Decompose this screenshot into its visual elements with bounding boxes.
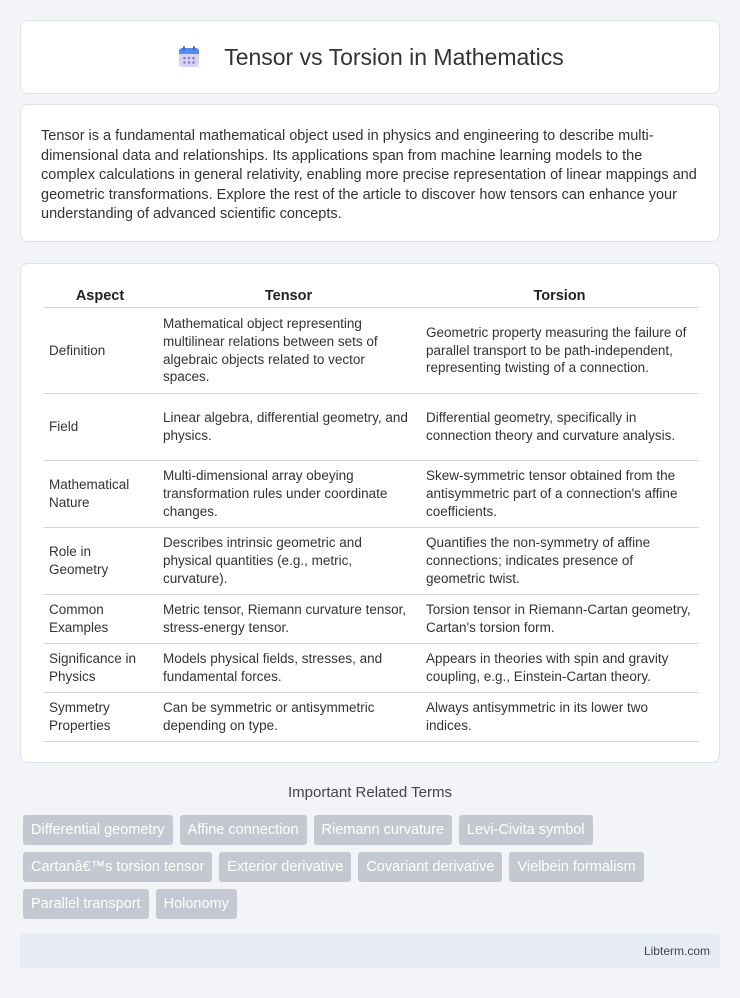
table-row bbox=[43, 394, 699, 461]
table-cell-tensor: Metric tensor, Riemann curvature tensor, stress-energy tensor. bbox=[157, 595, 420, 644]
table-cell-torsion: Always antisymmetric in its lower two indices. bbox=[420, 693, 699, 742]
table-cell-aspect: Significance in Physics bbox=[43, 644, 157, 693]
table-row bbox=[43, 308, 699, 394]
footer bbox=[20, 934, 720, 968]
table-cell-torsion: Torsion tensor in Riemann-Cartan geometry, Cartan's torsion form. bbox=[420, 595, 699, 644]
table-cell-tensor: Describes intrinsic geometric and physical quantities (e.g., metric, curvature). bbox=[157, 528, 420, 595]
tag-riemann-curvature[interactable]: Riemann curvature bbox=[314, 815, 453, 845]
footer-site-link[interactable]: Libterm.com bbox=[643, 944, 710, 958]
tag-exterior-derivative[interactable]: Exterior derivative bbox=[219, 852, 351, 882]
table-cell-tensor: Models physical fields, stresses, and fundamental forces. bbox=[157, 644, 420, 693]
table-cell-torsion: Skew-symmetric tensor obtained from the antisymmetric part of a connection's affine coefficients. bbox=[420, 461, 699, 528]
intro-text: Tensor is a fundamental mathematical object used in physics and engineering to describe multi-dimensional data and relationships. Its applications span from machine learning models to the complex calculations in general relativity, enabling more precise representation of linear mappings and geometric transformations. Explore the rest of the article to discover how tensors can enhance your understanding of advanced scientific concepts. bbox=[41, 128, 697, 222]
table-cell-aspect: Role in Geometry bbox=[43, 528, 157, 595]
table-cell-tensor: Mathematical object representing multilinear relations between sets of algebraic objects related to vector spaces. bbox=[157, 308, 420, 394]
table-cell-torsion: Appears in theories with spin and gravity coupling, e.g., Einstein-Cartan theory. bbox=[420, 644, 699, 693]
column-header-tensor: Tensor bbox=[157, 286, 420, 308]
table-row bbox=[43, 461, 699, 528]
tag-affine-connection[interactable]: Affine connection bbox=[180, 815, 307, 845]
tag-cartans-torsion-tensor[interactable]: Cartanâ€™s torsion tensor bbox=[23, 852, 212, 882]
comparison-table bbox=[43, 286, 699, 742]
table-row bbox=[43, 595, 699, 644]
table-cell-aspect: Definition bbox=[43, 308, 157, 394]
tag-covariant-derivative[interactable]: Covariant derivative bbox=[358, 852, 502, 882]
table-cell-aspect: Mathematical Nature bbox=[43, 461, 157, 528]
tag-differential-geometry[interactable]: Differential geometry bbox=[23, 815, 173, 845]
tag-vielbein-formalism[interactable]: Vielbein formalism bbox=[509, 852, 643, 882]
table-cell-tensor: Linear algebra, differential geometry, and physics. bbox=[157, 394, 420, 461]
tag-levi-civita-symbol[interactable]: Levi-Civita symbol bbox=[459, 815, 593, 845]
table-cell-torsion: Differential geometry, specifically in connection theory and curvature analysis. bbox=[420, 394, 699, 461]
calendar-icon bbox=[176, 44, 202, 70]
table-cell-aspect: Symmetry Properties bbox=[43, 693, 157, 742]
intro-card bbox=[20, 104, 720, 242]
tag-parallel-transport[interactable]: Parallel transport bbox=[23, 889, 149, 919]
table-row bbox=[43, 528, 699, 595]
table-cell-aspect: Common Examples bbox=[43, 595, 157, 644]
table-cell-torsion: Quantifies the non-symmetry of affine connections; indicates presence of geometric twist. bbox=[420, 528, 699, 595]
column-header-aspect: Aspect bbox=[43, 286, 157, 308]
table-cell-aspect: Field bbox=[43, 394, 157, 461]
tag-holonomy[interactable]: Holonomy bbox=[156, 889, 237, 919]
comparison-table-card bbox=[20, 263, 720, 763]
table-row bbox=[43, 693, 699, 742]
table-cell-tensor: Can be symmetric or antisymmetric depending on type. bbox=[157, 693, 420, 742]
table-cell-torsion: Geometric property measuring the failure of parallel transport to be path-independent, representing twisting of a connection. bbox=[420, 308, 699, 394]
header-card bbox=[20, 20, 720, 94]
related-terms-section bbox=[20, 784, 720, 926]
page-title: Tensor vs Torsion in Mathematics bbox=[224, 43, 564, 70]
column-header-torsion: Torsion bbox=[420, 286, 699, 308]
table-cell-tensor: Multi-dimensional array obeying transformation rules under coordinate changes. bbox=[157, 461, 420, 528]
related-terms-tags bbox=[20, 815, 720, 926]
table-header-row bbox=[43, 286, 699, 308]
related-terms-title: Important Related Terms bbox=[288, 784, 452, 801]
table-row bbox=[43, 644, 699, 693]
